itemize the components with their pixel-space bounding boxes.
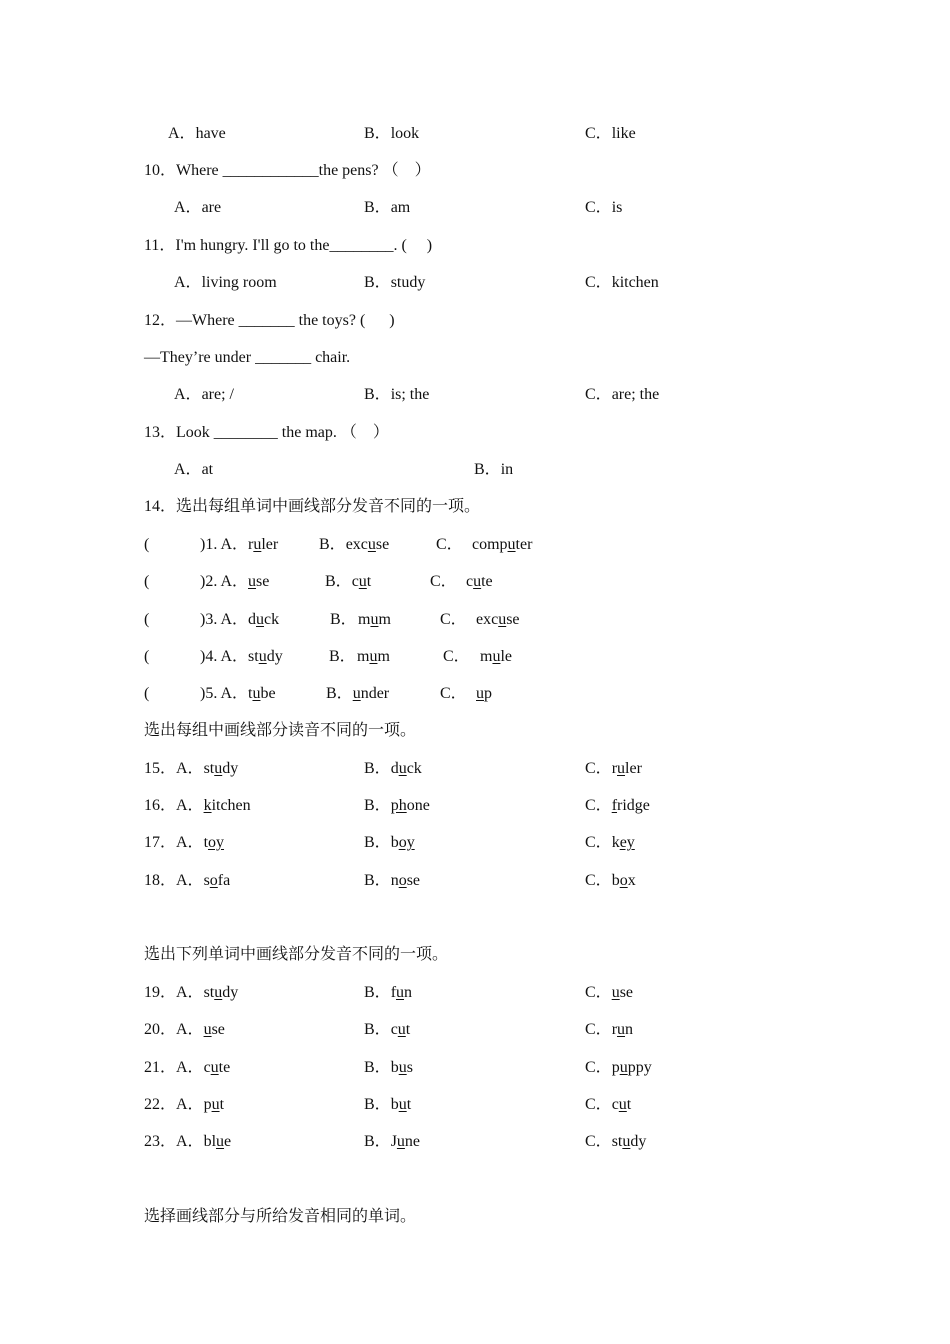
q22-option-a: 22．A．put: [144, 1096, 225, 1113]
q16-option-a: 16．A．kitchen: [144, 797, 251, 814]
q20-option-b: B．cut: [364, 1021, 411, 1038]
q11-option-c: C．kitchen: [585, 274, 659, 291]
q14-row-5-c: up: [476, 685, 492, 702]
q14-row-4-c: mule: [480, 648, 512, 665]
q14-row-4-c-label: C．: [443, 648, 470, 665]
section3-heading: 选出下列单词中画线部分发音不同的一项。: [144, 946, 449, 963]
q18-option-c: C．box: [585, 872, 636, 889]
q14-row-3-a: )3. A．duck: [200, 611, 280, 628]
q18-option-a: 18．A．sofa: [144, 872, 231, 889]
q14-row-4-b-label: B．: [329, 648, 356, 665]
q20-option-a: 20．A．use: [144, 1021, 225, 1038]
q14-row-3-b-label: B．: [330, 611, 357, 628]
q14-row-4-a: )4. A．study: [200, 648, 283, 665]
q11-option-a: A．living room: [174, 274, 277, 291]
q13-stem: 13．Look ________ the map. （ ）: [144, 424, 389, 441]
q19-option-a: 19．A．study: [144, 984, 239, 1001]
q14-row-2-paren: (: [144, 573, 150, 590]
q13-option-a: A．at: [174, 461, 214, 478]
q9-option-b: B．look: [364, 125, 420, 142]
q9-option-a: A．have: [168, 125, 226, 142]
q22-option-c: C．cut: [585, 1096, 632, 1113]
q19-option-b: B．fun: [364, 984, 413, 1001]
q17-option-b: B．boy: [364, 834, 415, 851]
q14-row-1-a: )1. A．ruler: [200, 536, 279, 553]
q12-option-b: B．is; the: [364, 386, 430, 403]
q9-option-c: C．like: [585, 125, 636, 142]
q10-stem: 10．Where ____________the pens? （ ）: [144, 162, 431, 179]
q10-option-a: A．are: [174, 199, 222, 216]
q14-row-2-c: cute: [466, 573, 493, 590]
q11-option-b: B．study: [364, 274, 426, 291]
q14-row-5-a: )5. A．tube: [200, 685, 276, 702]
q21-option-c: C．puppy: [585, 1059, 652, 1076]
q17-option-c: C．key: [585, 834, 635, 851]
q14-row-1-paren: (: [144, 536, 150, 553]
q10-option-b: B．am: [364, 199, 411, 216]
q14-row-1-c: computer: [472, 536, 533, 553]
q15-option-c: C．ruler: [585, 760, 642, 777]
q14-row-5-paren: (: [144, 685, 150, 702]
q21-option-a: 21．A．cute: [144, 1059, 231, 1076]
q17-option-a: 17．A．toy: [144, 834, 225, 851]
q12-stem: 12．—Where _______ the toys? ( ): [144, 312, 395, 329]
q15-option-a: 15．A．study: [144, 760, 239, 777]
q18-option-b: B．nose: [364, 872, 421, 889]
q11-stem: 11．I'm hungry. I'll go to the________. ( ): [144, 237, 433, 254]
q14-row-3-paren: (: [144, 611, 150, 628]
q14-row-3-b: mum: [358, 611, 391, 628]
q12-option-c: C．are; the: [585, 386, 660, 403]
q15-option-b: B．duck: [364, 760, 422, 777]
q16-option-b: B．phone: [364, 797, 430, 814]
q22-option-b: B．but: [364, 1096, 412, 1113]
q14-row-4-paren: (: [144, 648, 150, 665]
q14-row-5-c-label: C．: [440, 685, 467, 702]
section4-heading: 选择画线部分与所给发音相同的单词。: [144, 1208, 417, 1225]
q14-row-2-a: )2. A．use: [200, 573, 270, 590]
q14-row-3-c-label: C．: [440, 611, 467, 628]
q14-row-1-c-label: C．: [436, 536, 463, 553]
q14-stem: 14．选出每组单词中画线部分发音不同的一项。: [144, 498, 481, 515]
q19-option-c: C．use: [585, 984, 634, 1001]
q21-option-b: B．bus: [364, 1059, 413, 1076]
q14-row-2-b: B．cut: [325, 573, 372, 590]
q23-option-c: C．study: [585, 1133, 647, 1150]
q14-row-1-b: B．excuse: [319, 536, 390, 553]
q16-option-c: C．fridge: [585, 797, 650, 814]
q20-option-c: C．run: [585, 1021, 634, 1038]
q23-option-a: 23．A．blue: [144, 1133, 232, 1150]
q14-row-5-b: B．under: [326, 685, 390, 702]
q12-option-a: A．are; /: [174, 386, 234, 403]
section2-heading: 选出每组中画线部分读音不同的一项。: [144, 722, 417, 739]
q14-row-3-c: excuse: [476, 611, 520, 628]
q14-row-4-b: mum: [357, 648, 390, 665]
q23-option-b: B．June: [364, 1133, 421, 1150]
q14-row-2-c-label: C．: [430, 573, 457, 590]
q12-stem-reply: —They’re under _______ chair.: [144, 349, 351, 366]
q13-option-b: B．in: [474, 461, 514, 478]
q10-option-c: C．is: [585, 199, 623, 216]
